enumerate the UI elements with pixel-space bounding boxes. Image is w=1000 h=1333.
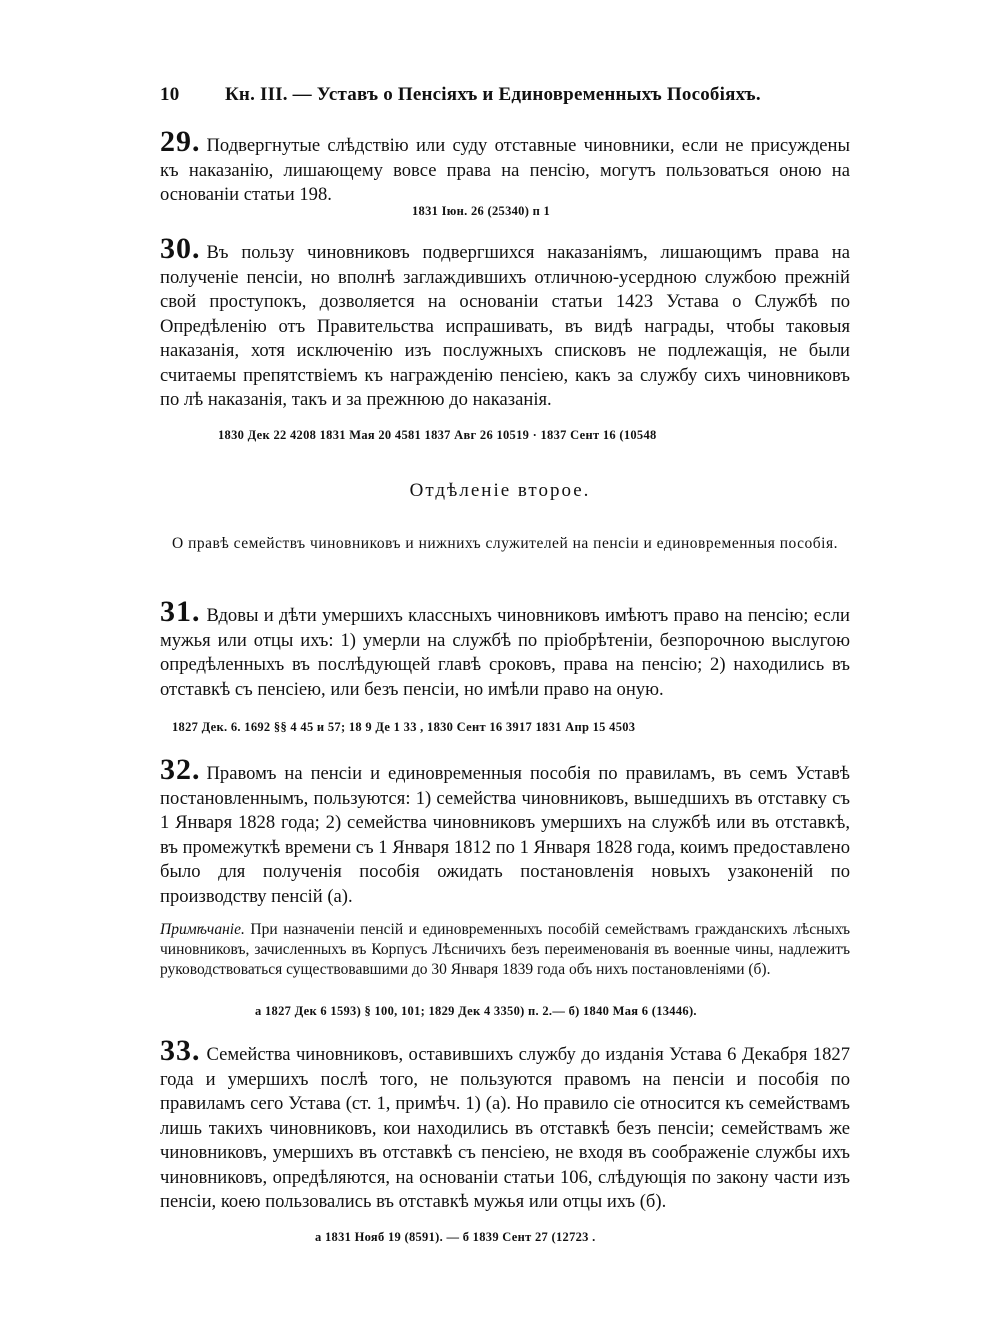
legal-reference: 1831 Іюн. 26 (25340) п 1 (412, 204, 551, 218)
article-number: 32. (160, 753, 201, 786)
article-number: 33. (160, 1034, 201, 1067)
article-text: Семейства чиновниковъ, оставившихъ службу до изданія Устава 6 Декабря 1827 года и умершихъ послѣ того, не пользуются правомъ на пенсіи и пособія по правиламъ сего Устава (ст. 1, примѣч. 1) (а). Но правило сіе относится къ семействамъ лишь такихъ чиновниковъ, кои находились въ отставкѣ безъ пенсіи; семействамъ же чиновниковъ, умершихъ въ отставкѣ съ пенсіею, не входя въ соображеніе службы ихъ чиновниковъ, опредѣляются, на основаніи статьи 106, слѣдующія по закону части изъ пенсіи, коею пользовались въ отставкѣ мужья или отцы ихъ (б). (160, 1044, 850, 1212)
article-33 (160, 1036, 850, 1215)
article-32 (160, 755, 850, 909)
article-text: Подвергнутые слѣдствію или суду отставные чиновники, если не присуждены къ наказанію, лишающему вовсе права на пенсію, могутъ пользоваться оною на основаніи статьи 198. (160, 135, 850, 205)
legal-reference: а 1827 Дек 6 1593) § 100, 101; 1829 Дек 4 3350) п. 2.— б) 1840 Мая 6 (13446). (255, 1004, 697, 1018)
legal-reference: а 1831 Нояб 19 (8591). — б 1839 Сент 27 (12723 . (315, 1230, 596, 1244)
article-number: 30. (160, 232, 201, 265)
note-text: При назначеніи пенсій и единовременныхъ пособій семействамъ гражданскихъ лѣсныхъ чиновниковъ, зачисленныхъ въ Корпусъ Лѣсничихъ безъ переименованія въ военные чины, надлежитъ руководствоваться существовавшими до 30 Января 1839 года объ нихъ постановленіями (б). (160, 921, 851, 978)
legal-reference: 1827 Дек. 6. 1692 §§ 4 45 и 57; 18 9 Де 1 33 , 1830 Сент 16 3917 1831 Апр 15 4503 (172, 720, 636, 734)
running-header (160, 84, 850, 106)
article-text: Въ пользу чиновниковъ подвергшихся наказаніямъ, лишающимъ права на полученіе пенсіи, но вполнѣ заглаждившихъ отличною-усердною службою прежній свой проступокъ, дозволяется на основаніи статьи 1423 Устава о Службѣ по Опредѣленію отъ Правительства испрашивать, въ видѣ награды, чтобы таковыя наказанія, хотя исключенію изъ послужныхъ списковъ не подлежащія, не были считаемы препятствіемъ къ награжденію пенсіею, какъ за службу сихъ чиновниковъ по лѣ наказанія, такъ и за прежнюю до наказанія. (160, 242, 850, 410)
section-subtitle: О правѣ семействъ чиновниковъ и нижнихъ служителей на пенсіи и единовременныя пособія. (172, 535, 838, 552)
article-29 (160, 127, 850, 208)
article-31 (160, 597, 850, 702)
article-number: 31. (160, 595, 201, 628)
running-title: Кн. III. — Уставъ о Пенсіяхъ и Единовременныхъ Пособіяхъ. (224, 84, 761, 105)
article-number: 29. (160, 125, 201, 158)
article-32-note (160, 920, 850, 980)
page-number: 10 (160, 84, 180, 105)
article-text: Вдовы и дѣти умершихъ классныхъ чиновниковъ имѣютъ право на пенсію; если мужья или отцы ихъ: 1) умерли на службѣ по пріобрѣтеніи, безпорочною выслугою опредѣленныхъ въ послѣдующей главѣ сроковъ, права на пенсію; 2) находились въ отставкѣ съ пенсіею, или безъ пенсіи, но имѣли право на оную. (160, 605, 850, 700)
article-30 (160, 234, 850, 413)
article-text: Правомъ на пенсіи и единовременныя пособія по правиламъ, въ семъ Уставѣ постановленнымъ, пользуются: 1) семейства чиновниковъ, вышедшихъ въ отставку съ 1 Января 1828 года; 2) семейства чиновниковъ умершихъ на службѣ или въ отставкѣ, въ промежуткѣ времени съ 1 Января 1812 по 1 Января 1828 года, коимъ предоставлено было для полученія пособія ожидать постановленія новыхъ узаконеній по производству пенсій (а). (160, 763, 850, 907)
section-title: Отдѣленіе второе. (409, 480, 591, 501)
legal-reference: 1830 Дек 22 4208 1831 Мая 20 4581 1837 Авг 26 10519 · 1837 Сент 16 (10548 (218, 428, 657, 442)
note-label: Примѣчаніе. (160, 921, 245, 938)
